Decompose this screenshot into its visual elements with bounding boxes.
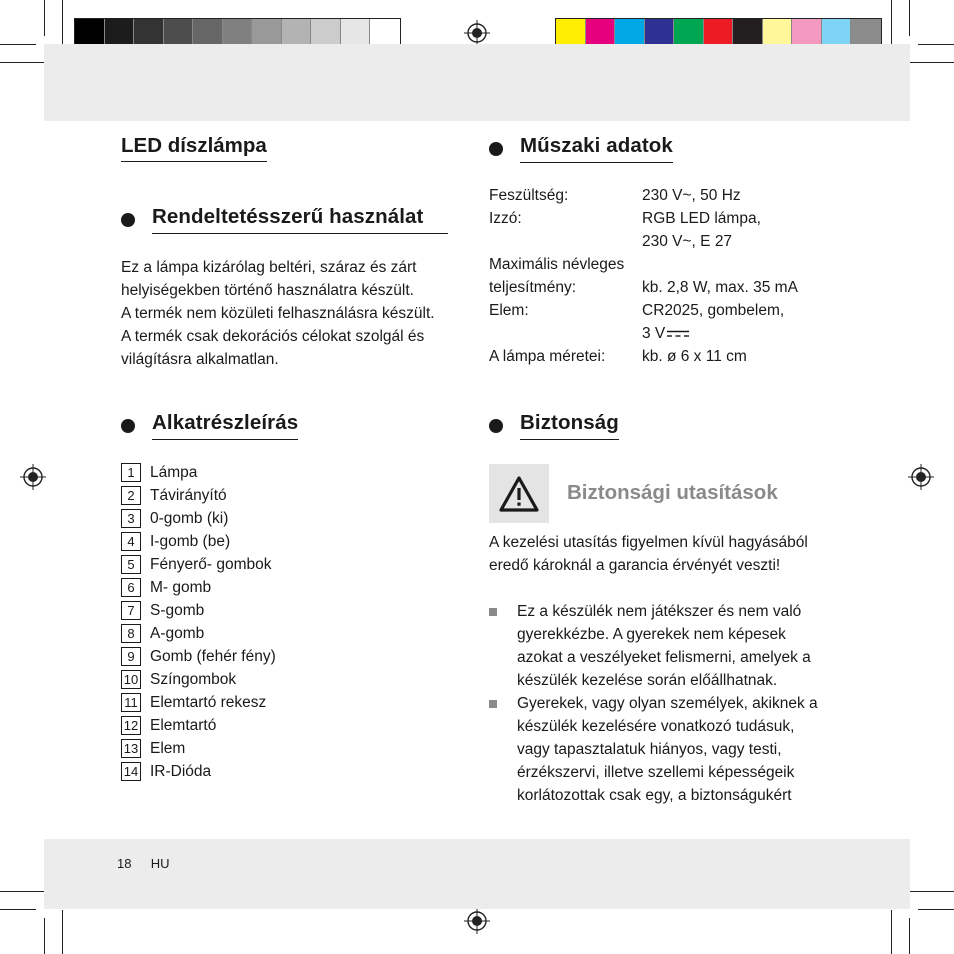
part-item — [121, 670, 236, 689]
spec-label: Feszültség: — [489, 187, 569, 204]
registration-mark-icon — [908, 464, 934, 490]
crop-mark — [918, 44, 954, 45]
registration-mark-icon — [20, 464, 46, 490]
crop-mark — [910, 891, 954, 892]
crop-mark — [909, 0, 910, 36]
product-title: LED díszlámpa — [121, 134, 267, 158]
crop-mark — [44, 918, 45, 954]
part-item — [121, 486, 227, 505]
part-label: IR-Dióda — [150, 762, 212, 780]
registration-mark-icon — [464, 908, 490, 934]
part-number: 13 — [121, 739, 141, 758]
part-number: 6 — [121, 578, 141, 597]
safety-bullet: Gyerekek, vagy olyan személyek, akiknek a készülék kezelésére vonatkozó tudásuk, vagy tapasztalatuk hiányos, vagy testi, érzékszervi, illetve szellemi képességeik korlátozottak csak egy, a biztonságukért — [489, 692, 839, 807]
part-item — [121, 624, 204, 643]
part-item — [121, 693, 266, 712]
warning-triangle-icon — [498, 475, 540, 513]
part-label: Elemtartó — [150, 716, 217, 734]
part-item — [121, 463, 197, 482]
square-bullet-icon — [489, 608, 497, 616]
crop-mark — [0, 909, 36, 910]
part-label: M- gomb — [150, 578, 212, 596]
spec-value: 230 V~, 50 Hz — [642, 187, 741, 204]
spec-value: kb. ø 6 x 11 cm — [642, 348, 747, 365]
part-label: Elemtartó rekesz — [150, 693, 267, 711]
footer-band — [44, 839, 910, 909]
spec-value: 3 V — [642, 325, 666, 342]
dc-symbol-icon — [667, 330, 689, 338]
spec-value: 230 V~, E 27 — [642, 233, 733, 250]
part-label: S-gomb — [150, 601, 205, 619]
part-label: 0-gomb (ki) — [150, 509, 229, 527]
language-code: HU — [150, 856, 170, 871]
part-label: Lámpa — [150, 463, 198, 481]
header-band — [44, 44, 910, 121]
square-bullet-icon — [489, 700, 497, 708]
part-number: 11 — [121, 693, 141, 712]
crop-mark — [62, 0, 63, 44]
crop-mark — [62, 910, 63, 954]
crop-mark — [0, 62, 44, 63]
part-item — [121, 578, 211, 597]
part-number: 14 — [121, 762, 141, 781]
part-item — [121, 601, 204, 620]
part-number: 2 — [121, 486, 141, 505]
spec-value: CR2025, gombelem, — [642, 302, 785, 319]
crop-mark — [44, 0, 45, 36]
part-item — [121, 762, 211, 781]
part-number: 3 — [121, 509, 141, 528]
part-label: Fényerő- gombok — [150, 555, 272, 573]
part-number: 7 — [121, 601, 141, 620]
part-item — [121, 555, 271, 574]
part-number: 4 — [121, 532, 141, 551]
part-label: A-gomb — [150, 624, 205, 642]
spec-label: Izzó: — [489, 210, 522, 227]
crop-mark — [0, 891, 44, 892]
part-label: Távirányító — [150, 486, 227, 504]
part-number: 5 — [121, 555, 141, 574]
crop-mark — [891, 910, 892, 954]
crop-mark — [891, 0, 892, 44]
spec-label: A lámpa méretei: — [489, 348, 606, 365]
safety-bullet: Ez a készülék nem játékszer és nem való gyerekkézbe. A gyerekek nem képesek azokat a veszélyeket felismerni, amelyek a készülék kezelése során előállhatnak. — [489, 600, 839, 692]
section-heading-parts: Alkatrészleírás — [121, 411, 298, 440]
page-footer — [117, 856, 170, 871]
safety-intro: A kezelési utasítás figyelmen kívül hagyásából eredő károknál a garancia érvényét veszti! — [489, 534, 808, 574]
spec-value: RGB LED lámpa, — [642, 210, 761, 227]
crop-mark — [909, 918, 910, 954]
page-number: 18 — [117, 856, 132, 871]
part-item — [121, 509, 228, 528]
crop-mark — [0, 44, 36, 45]
bullet-dot-icon — [489, 142, 503, 156]
part-number: 8 — [121, 624, 141, 643]
section-heading-intended-use: Rendeltetésszerű használat — [121, 205, 448, 234]
safety-subheading: Biztonsági utasítások — [567, 481, 778, 504]
crop-mark — [910, 62, 954, 63]
bullet-dot-icon — [121, 213, 135, 227]
warning-box — [489, 464, 549, 523]
part-label: Színgombok — [150, 670, 237, 688]
part-label: I-gomb (be) — [150, 532, 231, 550]
part-item — [121, 647, 276, 666]
spec-label: Maximális névleges — [489, 256, 625, 273]
registration-mark-icon — [464, 20, 490, 46]
intended-use-text: Ez a lámpa kizárólag beltéri, száraz és zárt helyiségekben történő használatra készült. A termék nem közületi felhasználásra készült. A termék csak dekorációs célokat szolgál és világításra alkalmatlan. — [121, 259, 435, 368]
part-item — [121, 532, 230, 551]
spec-label: Elem: — [489, 302, 529, 319]
spec-value: kb. 2,8 W, max. 35 mA — [642, 279, 798, 296]
part-item — [121, 716, 216, 735]
part-label: Elem — [150, 739, 186, 757]
part-label: Gomb (fehér fény) — [150, 647, 276, 665]
part-number: 1 — [121, 463, 141, 482]
section-heading-safety: Biztonság — [489, 411, 619, 440]
part-item — [121, 739, 185, 758]
spec-label: teljesítmény: — [489, 279, 577, 296]
bullet-dot-icon — [121, 419, 135, 433]
part-number: 12 — [121, 716, 141, 735]
bullet-dot-icon — [489, 419, 503, 433]
section-heading-specs: Műszaki adatok — [489, 134, 673, 163]
crop-mark — [918, 909, 954, 910]
part-number: 10 — [121, 670, 141, 689]
part-number: 9 — [121, 647, 141, 666]
